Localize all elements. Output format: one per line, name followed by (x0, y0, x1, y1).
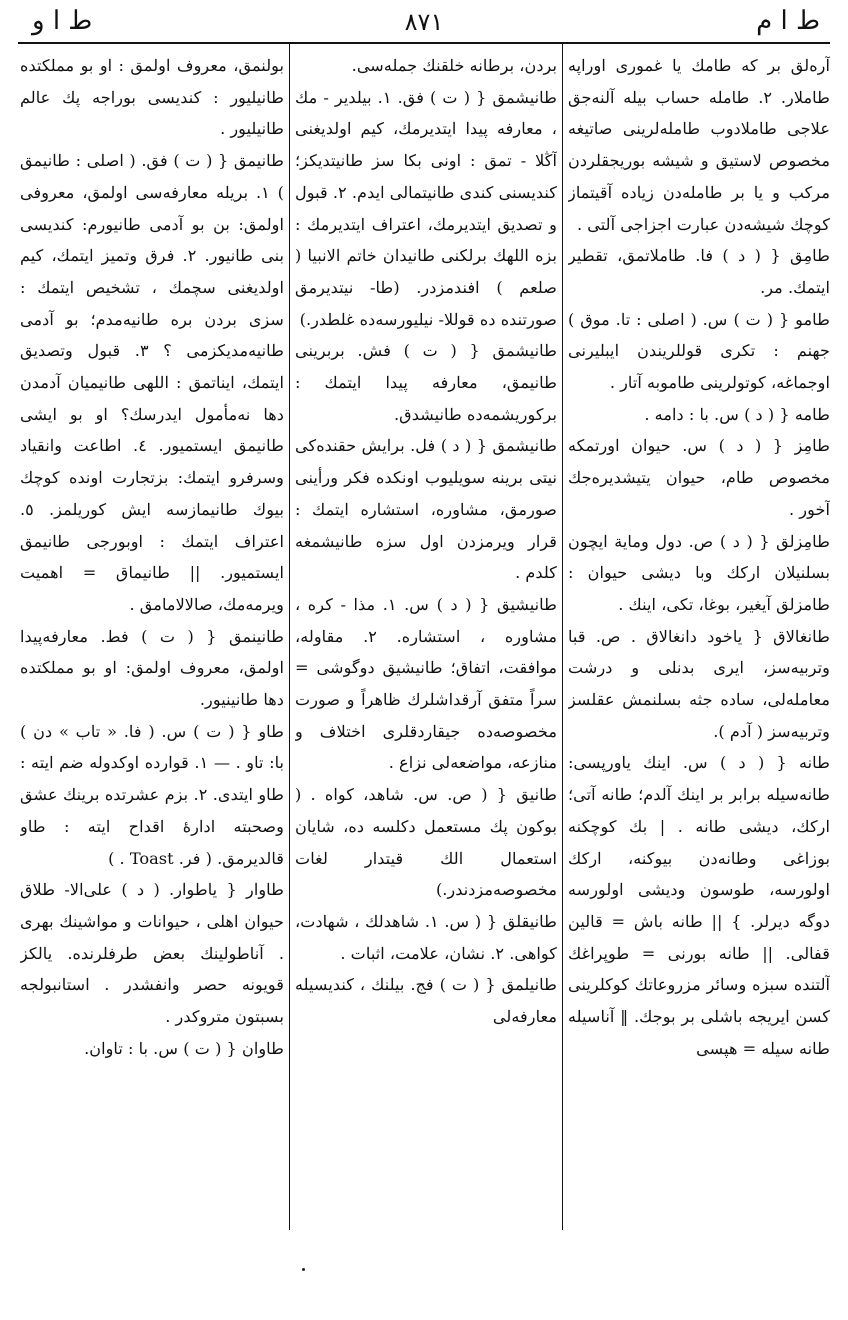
entry-paragraph: طانينمق { ( ت ) فط. معارفه‌پيدا اولمق، معروف اولمق: او بو مملكتده دها طانينيور. (20, 626, 284, 710)
entry-paragraph: طاوان { ( ت ) س. با : تاوان. (84, 1038, 284, 1058)
entry-paragraph: طانيشمق { ( د ) فل. برايش حقنده‌كى نيتى برينه سويليوب اونكده فكر ورأينى صورمق، مشاوره، استشاره ايتمك : قرار ويرمزدن اول سزه طانيشمغه كلدم . (295, 436, 557, 583)
entry-paragraph: طانيلمق { ( ت ) فج. بيلنك ، كنديسيله معارفه‌لى (295, 975, 557, 1027)
column-right (568, 50, 830, 1230)
column-middle (295, 50, 557, 1230)
column-left (20, 50, 284, 1230)
column-divider (562, 44, 563, 1230)
column-divider (289, 44, 290, 1230)
entry-paragraph: طاو { ( ت ) س. ( فا. « تاب » دن ) با: تاو . — ١. قوارده اوكدوله ضم ايته : طاو ايتدى. ٢. بزم عشرتده برينك عشق وصحبته ادارهٔ اقداح ايته : طاو قالديرمق. ( فر. Toast . ) (20, 721, 284, 868)
entry-paragraph: طامِزلق { ( د ) ص. دول وماية ايچون بسلنيلان اركك وبا ديشى حيوان : طامزلق آيغير، بوغا، تكى، اينك . (568, 531, 830, 614)
entry-paragraph: بردن، برطانه خلقنك جمله‌سى. (351, 56, 557, 75)
page-header (18, 4, 830, 38)
entry-paragraph: طانيشمق { ( ت ) فش. بربرينى طانيمق، معارفه پيدا ايتمك : بركوريشمه‌ده طانيشدق. (295, 341, 557, 424)
entry-paragraph: طانغالاق { ياخود دانغالاق . ص. قبا وتربيه‌سز، ايرى بدنلى و درشت معامله‌لى، ساده جثه بسلنمش عقلسز وتربيه‌سز ( آدم ). (568, 626, 830, 741)
entry-paragraph: طانيمق { ( ت ) فق. ( اصلى : طانيمق ) ١. بريله معارفه‌سى اولمق، معروفى اولمق: بن بو آدمى طانيورم: كنديسى بنى طانيور. ٢. فرق وتميز ايتمك، كيم اولديغنى سچمك ، تشخيص ايتمك : سزى بردن بره طانيه‌مدم؛ بو آدمى طانيه‌مديكزمى ؟ ٣. قبول وتصديق ايتمك، ايناتمق : اللهى طانيميان آدمدن دها نه‌مأمول ايدرسك؟ او بو ايشى طانيمق ايستميور. ٤. اطاعت وانقياد وسرفرو ايتمك: بزتجارت اونده كوچك بيوك طانيمازسه ايش كوريلمز. ٥. اعتراف ايتمك : اوبورجى طانيمق ايستميور. || طانيماق = اهميت ويرمه‌مك، صالالامامق . (20, 151, 284, 614)
header-right-letters: ط ا م (756, 6, 820, 36)
entry-paragraph: طامه { ( د ) س. با : دامه . (644, 404, 830, 424)
dictionary-page (18, 4, 830, 1234)
entry-paragraph: بولنمق، معروف اولمق : او بو مملكتده طانيليور : كنديسى بوراجه پك عالم طانيليور . (20, 56, 284, 139)
entry-paragraph: طانه { ( د ) س. اينك ياورپسى: طانه‌سيله برابر بر اينك آلدم؛ طانه آتى؛ اركك، ديشى طانه . | بك كوچكنه بوزاغى وطانه‌دن بيوكنه، اركك اولورسه، طوسون وديشى اولورسه دوگه ديرلر. } || طانه باش = قالين قفالى. || طانه بورنى = طوپراغك آلتنده سبزه وسائر مزروعاتك كوكلرينى كسن ايريجه باشلى بر بوجك. ‖ آناسيله طانه سيله = هپسى (568, 753, 830, 1058)
header-left-letters: ط ا و (32, 6, 93, 36)
entry-paragraph: طانيشيق { ( د ) س. ١. مذا - كره ، مشاوره ، استشاره. ٢. مقاوله، موافقت، اتفاق؛ طانيشيق دوگوشى = سراً متفق آرقداشلرك ظاهراً و صورت مخصوصه‌ده جيقاردقلرى اختلاف و منازعه، مواضعه‌لى نزاع . (295, 594, 557, 773)
entry-paragraph: طامو { ( ت ) س. ( اصلى : تا. موق ) جهنم : تكرى قوللريندن ايبليرنى اوجماغه، كوتولرينى طاموبه آتار . (568, 309, 830, 393)
stray-dot (302, 1268, 305, 1271)
entry-paragraph: طانيق { ( ص. س. شاهد، كواه . ( بوكون پك مستعمل دكلسه ده، شايان استعمال الك قيتدار لغات مخصوصه‌مزدندر.) (295, 785, 557, 900)
entry-paragraph: طامِز { ( د ) س. حيوان اورتمكه مخصوص طام، حيوان يتيشديره‌جك آخور . (568, 436, 830, 519)
entry-paragraph: طاوار { ياطوار. ( د ) على‌الا- طلاق حيوان اهلى ، حيوانات و مواشينك بهرى . آناطولينك بعض طرفلرنده. يالكز قويونه حصر وانفشدر . استانبولجه بسبتون متروكدر . (20, 880, 284, 1027)
header-rule (18, 42, 830, 44)
entry-paragraph: طامِق { ( د ) فا. طاملاتمق، تقطير ايتمك. مر. (568, 246, 830, 297)
entry-paragraph: طانيشمق { ( ت ) فق. ١. بيلدير - مك ، معارفه پيدا ايتديرمك، كيم اولديغنى آڭلا - تمق : اونى بكا سز طانيتديكز؛ كنديسنى كندى طانيتمالى ايدم. ٢. قبول و تصديق ايتديرمك، اعتراف ايتديرمك : بزه اللهك برلكنى طانيدان خاتم الانبيا ( صلعم ) افندمزدر. (طا- نيتديرمق صورتنده ده قوللا- نيليورسه‌ده غلطدر.) (295, 87, 557, 329)
entry-paragraph: آره‌لق بر که طامك يا غمورى اوراپه طاملار. ٢. طامله حساب بيله آلنه‌جق علاجى طاملادوب طامله‌لرينى صاتيغه مخصوص لاستيق و شيشه بوريجقلردن مركب و يا بر طامله‌دن زياده آقيتماز كوچك شيشه‌دن عبارت اجزاجى آلتى . (568, 56, 830, 234)
entry-paragraph: طانيقلق { ( س. ١. شاهدلك ، شهادت، كواهى. ٢. نشان، علامت، اثبات . (295, 911, 557, 963)
page-number: ۸۷۱ (404, 8, 444, 36)
